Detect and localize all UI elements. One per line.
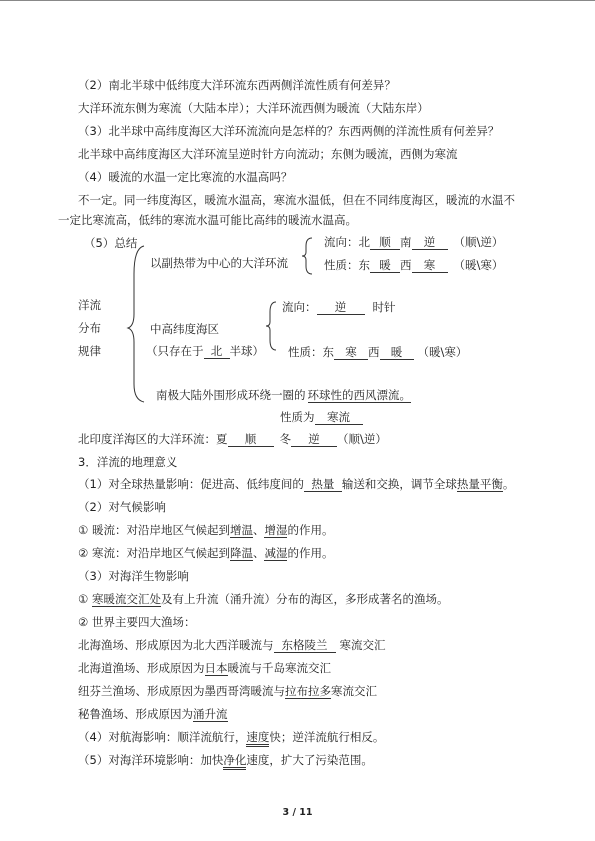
question-4: （4）暖流的水温一定比寒流的水温高吗？ (78, 170, 293, 184)
heat-balance-blank: 热量平衡 (456, 477, 503, 491)
warm-humid-blank: 增湿 (264, 523, 288, 537)
branch-2-direction: 流向： 逆 时针 (282, 300, 396, 314)
branch-2-nature-east-blank: 寒 (334, 346, 368, 360)
significance-3: （3）对海洋生物影响 (78, 569, 189, 583)
nio-winter-blank: 逆 (291, 433, 337, 447)
branch-1-nature-west-blank: 寒 (412, 259, 448, 273)
answer-4-line-2: 一定比寒流高，低纬的寒流水温可能比高纬的暖流水温高。 (58, 213, 357, 227)
branch-1-direction-south-blank: 逆 (412, 236, 448, 250)
labrador-blank: 拉布拉多 (285, 684, 331, 698)
branch-2-hemisphere-blank: 北 (204, 345, 230, 359)
purify-blank: 净化 (223, 754, 246, 770)
branch-1-direction-north-blank: 顺 (370, 236, 400, 250)
answer-3: 北半球中高纬度海区大洋环流呈逆时针方向流动；东侧为暖流，西侧为寒流 (78, 147, 458, 161)
branch-2-title: 中高纬度海区 (150, 322, 219, 336)
fishery-newfoundland: 纽芬兰渔场、形成原因为墨西哥湾暖流与拉布拉多寒流交汇 (78, 684, 377, 698)
section-3-heading: 3．洋流的地理意义 (78, 455, 178, 469)
fishery-peru: 秘鲁渔场、形成原因为涌升流 (78, 707, 228, 721)
warm-temp-blank: 增温 (229, 523, 253, 537)
climate-warm-line: ① 暖流：对沿岸地区气候起到增温、增湿的作用。 (78, 523, 334, 537)
significance-5: （5）对海洋环境影响：加快净化速度，扩大了污染范围。 (78, 753, 373, 770)
fishery-hokkaido: 北海道渔场、形成原因为日本暖流与千岛寒流交汇 (78, 661, 331, 675)
branch-2-nature: 性质：东 寒 西 暖 （暖\寒） (288, 345, 468, 359)
branch-1-direction: 流向：北 顺 南 逆 （顺\逆） (324, 235, 504, 249)
significance-2: （2）对气候影响 (78, 500, 166, 514)
branch-1-brace (300, 236, 316, 276)
branch-3-nature: 性质为 寒流 (280, 410, 363, 425)
upwelling-blank: 涌升流 (193, 707, 228, 721)
east-greenland-blank: 东格陵兰 (274, 639, 336, 653)
speed-blank: 速度 (246, 731, 269, 747)
branch-2-subtitle: （只存在于 北 半球） (146, 344, 264, 358)
question-3: （3）北半球中高纬度海区大洋环流流向是怎样的？东西两侧的洋流性质有何差异？ (78, 124, 500, 138)
answer-4-line-1: 不一定。同一纬度海区，暖流水温高，寒流水温低，但在不同纬度海区，暖流的水温不 (78, 193, 515, 207)
branch-3-nature-blank: 寒流 (315, 411, 363, 425)
side-label-2: 分布 (78, 321, 101, 335)
side-label-1: 洋流 (78, 298, 101, 312)
side-label-3: 规律 (78, 344, 101, 358)
question-2: （2）南北半球中低纬度大洋环流东西两侧洋流性质有何差异？ (78, 78, 396, 92)
climate-cold-line: ② 寒流：对沿岸地区气候起到降温、减湿的作用。 (78, 546, 334, 560)
branch-2-nature-west-blank: 暖 (380, 346, 414, 360)
branch-1-nature-east-blank: 暖 (370, 259, 400, 273)
main-bracket (126, 244, 148, 404)
branch-3-text: 南极大陆外围形成环绕一圈的 环球性的西风漂流。 (156, 388, 411, 402)
cold-humid-blank: 减湿 (264, 546, 288, 560)
nio-summer-blank: 顺 (228, 433, 274, 447)
cold-temp-blank: 降温 (229, 546, 253, 560)
north-indian-ocean-line: 北印度洋海区的大洋环流：夏 顺 冬 逆 （顺\逆） (78, 432, 387, 446)
convergence-blank: 寒暖流交汇处 (91, 592, 161, 606)
fishery-north-sea: 北海渔场、形成原因为北大西洋暖流与 东格陵兰 寒流交汇 (78, 638, 386, 652)
significance-4: （4）对航海影响：顺洋流航行，速度快；逆洋流航行相反。 (78, 730, 384, 747)
page-number: 3 / 11 (282, 807, 313, 818)
significance-1: （1）对全球热量影响：促进高、低纬度间的 热量 输送和交换，调节全球热量平衡。 (78, 477, 515, 491)
japan-blank: 日本 (204, 661, 228, 675)
branch-2-direction-blank: 逆 (317, 301, 365, 315)
branch-2-brace (264, 300, 280, 352)
branch-1-title: 以副热带为中心的大洋环流 (150, 256, 288, 270)
heat-blank: 热量 (304, 478, 342, 492)
page-top-rule (0, 0, 595, 1)
summary-heading: （5）总结 (84, 236, 138, 250)
marine-line-2: ② 世界主要四大渔场： (78, 615, 196, 629)
branch-3-blank: 环球性的西风漂流。 (307, 388, 411, 402)
marine-line-1: ① 寒暖流交汇处及有上升流（涌升流）分布的海区，多形成著名的渔场。 (78, 592, 449, 606)
branch-1-nature: 性质：东 暖 西 寒 （暖\寒） (324, 258, 504, 272)
answer-2: 大洋环流东侧为寒流（大陆本岸）；大洋环流西侧为暖流（大陆东岸） (78, 101, 429, 115)
